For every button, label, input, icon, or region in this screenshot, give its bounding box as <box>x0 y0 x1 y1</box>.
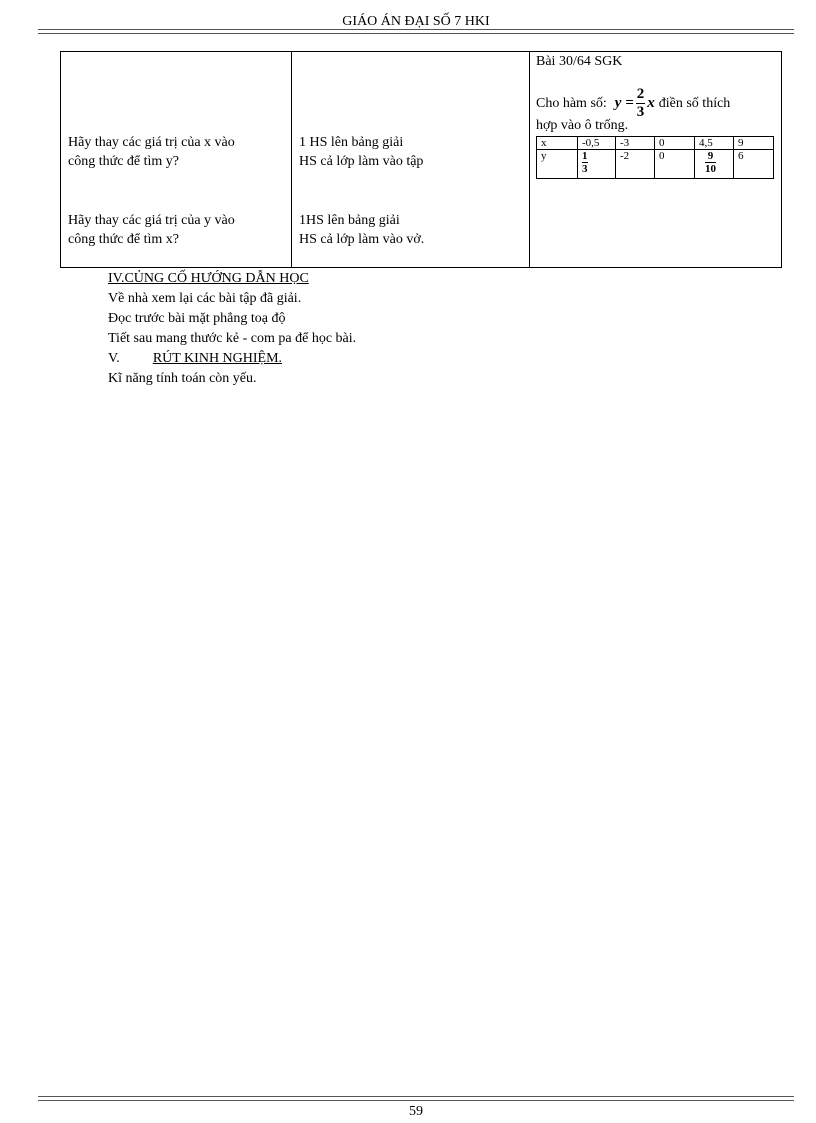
section-5-title: RÚT KINH NGHIỆM. <box>152 351 283 366</box>
content-cell <box>530 52 782 268</box>
footer-rule <box>38 1096 794 1101</box>
teacher-question-1-line-1: Hãy thay các giá trị của x vào <box>68 135 235 150</box>
teacher-question-2-line-2: công thức để tìm x? <box>68 232 180 247</box>
y-value <box>695 150 734 179</box>
y-fraction <box>705 150 716 175</box>
y-label: y <box>537 150 578 179</box>
y-row <box>537 150 774 179</box>
x-value: 4,5 <box>695 137 734 150</box>
page-number: 59 <box>409 1104 423 1119</box>
formula-fraction <box>636 86 646 121</box>
teacher-question-2-line-1: Hãy thay các giá trị của y vào <box>68 213 235 228</box>
fraction-numerator: 1 <box>582 150 588 162</box>
exercise-title: Bài 30/64 SGK <box>536 54 623 69</box>
x-value: 0 <box>655 137 695 150</box>
y-value: -2 <box>616 150 655 179</box>
student-answer-2-line-1: 1HS lên bảng giải <box>299 213 400 228</box>
section-4-heading: IV.CỦNG CỐ HƯỚNG DẪN HỌC <box>108 271 309 286</box>
function-formula <box>615 86 655 121</box>
y-value: 6 <box>734 150 774 179</box>
x-label: x <box>537 137 578 150</box>
exercise-intro-end: điền số thích <box>658 95 731 111</box>
section-5-number: V. <box>108 351 120 366</box>
x-value: 9 <box>734 137 774 150</box>
exercise-statement <box>536 86 730 121</box>
experience-note: Kĩ năng tính toán còn yếu. <box>108 371 257 386</box>
exercise-intro: Cho hàm số: <box>536 95 607 111</box>
page-header: GIÁO ÁN ĐẠI SỐ 7 HKI <box>342 14 490 29</box>
x-value: -0,5 <box>578 137 616 150</box>
homework-line: Đọc trước bài mặt phẳng toạ độ <box>108 311 286 326</box>
student-answer-2-line-2: HS cả lớp làm vào vở. <box>299 232 425 247</box>
y-fraction <box>582 150 588 175</box>
homework-line: Về nhà xem lại các bài tập đã giải. <box>108 291 302 306</box>
fraction-denominator: 3 <box>636 104 645 120</box>
teacher-activity-cell <box>61 52 292 268</box>
y-value: 0 <box>655 150 695 179</box>
lesson-table <box>60 51 782 268</box>
section-5-heading <box>108 349 282 369</box>
x-row <box>537 137 774 150</box>
teacher-question-1-line-2: công thức để tìm y? <box>68 154 180 169</box>
fraction-numerator: 2 <box>636 86 645 102</box>
student-answer-1-line-2: HS cả lớp làm vào tập <box>299 154 424 169</box>
table-row <box>61 52 782 268</box>
y-value <box>578 150 616 179</box>
values-table <box>536 136 774 179</box>
formula-variable: x <box>647 95 655 111</box>
fraction-denominator: 10 <box>705 163 716 175</box>
student-answer-1-line-1: 1 HS lên bảng giải <box>299 135 404 150</box>
exercise-instruction: hợp vào ô trống. <box>536 118 629 133</box>
x-value: -3 <box>616 137 655 150</box>
header-rule <box>38 29 794 34</box>
fraction-denominator: 3 <box>582 163 588 175</box>
homework-line: Tiết sau mang thước kẻ - com pa để học bài. <box>108 331 357 346</box>
formula-lhs: y = <box>614 95 634 111</box>
student-activity-cell <box>292 52 530 268</box>
fraction-numerator: 9 <box>707 150 714 162</box>
